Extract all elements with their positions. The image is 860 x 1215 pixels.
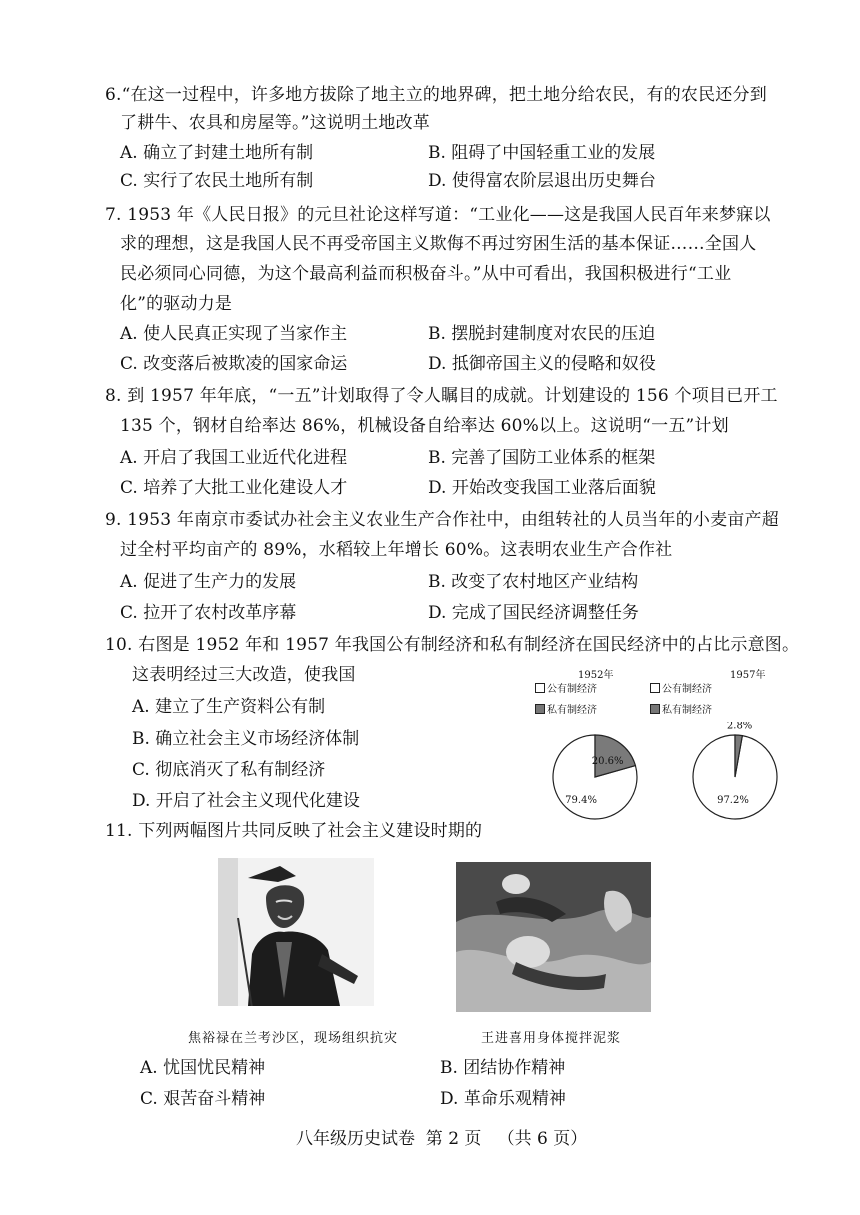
q8-option-d: D. 开始改变我国工业落后面貌 bbox=[428, 478, 656, 498]
q11-line-1: 11. 下列两幅图片共同反映了社会主义建设时期的 bbox=[105, 821, 483, 841]
chart-1957-title: 1957年 bbox=[730, 670, 766, 681]
pie-value-label: 97.2% bbox=[717, 795, 749, 806]
q6-option-d: D. 使得富农阶层退出历史舞台 bbox=[428, 171, 656, 191]
q8-option-c: C. 培养了大批工业化建设人才 bbox=[120, 478, 348, 498]
legend-label: 私有制经济 bbox=[547, 705, 597, 716]
q6-line-1: 6.“在这一过程中，许多地方拔除了地主立的地界碑，把土地分给农民，有的农民还分到 bbox=[105, 85, 767, 105]
q7-option-c: C. 改变落后被欺凌的国家命运 bbox=[120, 354, 348, 374]
legend-label: 公有制经济 bbox=[662, 684, 712, 695]
q9-option-b: B. 改变了农村地区产业结构 bbox=[428, 572, 639, 592]
q10-option-c: C. 彻底消灭了私有制经济 bbox=[132, 760, 326, 780]
pie-chart-1952 bbox=[540, 722, 650, 832]
page-footer: 八年级历史试卷 第 2 页 （共 6 页） bbox=[296, 1129, 588, 1149]
pie-chart-1957 bbox=[680, 722, 790, 832]
q9-option-a: A. 促进了生产力的发展 bbox=[120, 572, 297, 592]
legend-1957-public bbox=[650, 683, 712, 697]
q7-line-4: 化”的驱动力是 bbox=[120, 294, 233, 314]
wang-jinxi-photo bbox=[456, 862, 651, 1012]
q9-option-d: D. 完成了国民经济调整任务 bbox=[428, 603, 639, 623]
left-photo-caption: 焦裕禄在兰考沙区，现场组织抗灾 bbox=[188, 1031, 399, 1046]
legend-1952-public bbox=[535, 683, 597, 697]
q7-option-d: D. 抵御帝国主义的侵略和奴役 bbox=[428, 354, 656, 374]
legend-swatch-white bbox=[535, 683, 545, 693]
legend-1952-private bbox=[535, 704, 597, 718]
q9-line-1: 9. 1953 年南京市委试办社会主义农业生产合作社中，由组转社的人员当年的小麦亩产超 bbox=[105, 510, 779, 530]
q7-line-3: 民必须同心同德，为这个最高利益而积极奋斗。”从中可看出，我国积极进行“工业 bbox=[120, 264, 732, 284]
q7-line-1: 7. 1953 年《人民日报》的元旦社论这样写道：“工业化——这是我国人民百年来梦寐以 bbox=[105, 205, 771, 225]
q11-option-c: C. 艰苦奋斗精神 bbox=[140, 1089, 266, 1109]
q7-option-a: A. 使人民真正实现了当家作主 bbox=[120, 324, 348, 344]
legend-1957-private bbox=[650, 704, 712, 718]
q10-option-b: B. 确立社会主义市场经济体制 bbox=[132, 729, 360, 749]
chart-1952-title: 1952年 bbox=[578, 670, 614, 681]
q7-line-2: 求的理想，这是我国人民不再受帝国主义欺侮不再过穷困生活的基本保证……全国人 bbox=[120, 234, 757, 254]
q6-line-2: 了耕牛、农具和房屋等。”这说明土地改革 bbox=[120, 113, 430, 133]
jiao-yulu-photo bbox=[218, 858, 374, 1006]
q6-option-c: C. 实行了农民土地所有制 bbox=[120, 171, 314, 191]
q11-option-b: B. 团结协作精神 bbox=[440, 1058, 566, 1078]
legend-swatch-gray bbox=[650, 704, 660, 714]
q8-option-a: A. 开启了我国工业近代化进程 bbox=[120, 448, 348, 468]
q6-option-b: B. 阻碍了中国轻重工业的发展 bbox=[428, 143, 656, 163]
right-photo-caption: 王进喜用身体搅拌泥浆 bbox=[481, 1031, 622, 1046]
pie-value-label: 79.4% bbox=[565, 795, 597, 806]
q11-option-d: D. 革命乐观精神 bbox=[440, 1089, 566, 1109]
q10-option-d: D. 开启了社会主义现代化建设 bbox=[132, 791, 360, 811]
q6-option-a: A. 确立了封建土地所有制 bbox=[120, 143, 314, 163]
q8-option-b: B. 完善了国防工业体系的框架 bbox=[428, 448, 656, 468]
legend-swatch-gray bbox=[535, 704, 545, 714]
q9-option-c: C. 拉开了农村改革序幕 bbox=[120, 603, 297, 623]
legend-label: 公有制经济 bbox=[547, 684, 597, 695]
pie-value-label: 2.8% bbox=[726, 722, 753, 732]
pie-value-label: 20.6% bbox=[591, 756, 624, 768]
q8-line-1: 8. 到 1957 年年底，“一五”计划取得了令人瞩目的成就。计划建设的 156 个项目已开工 bbox=[105, 386, 778, 406]
q10-option-a: A. 建立了生产资料公有制 bbox=[132, 697, 326, 717]
legend-swatch-white bbox=[650, 683, 660, 693]
q10-line-1: 10. 右图是 1952 年和 1957 年我国公有制经济和私有制经济在国民经济中的占比示意图。 bbox=[105, 635, 800, 655]
q10-line-2: 这表明经过三大改造，使我国 bbox=[132, 665, 356, 685]
q7-option-b: B. 摆脱封建制度对农民的压迫 bbox=[428, 324, 656, 344]
legend-label: 私有制经济 bbox=[662, 705, 712, 716]
q11-option-a: A. 忧国忧民精神 bbox=[140, 1058, 266, 1078]
q9-line-2: 过全村平均亩产的 89%，水稻较上年增长 60%。这表明农业生产合作社 bbox=[120, 540, 673, 560]
q8-line-2: 135 个，钢材自给率达 86%，机械设备自给率达 60%以上。这说明“一五”计划 bbox=[120, 416, 729, 436]
